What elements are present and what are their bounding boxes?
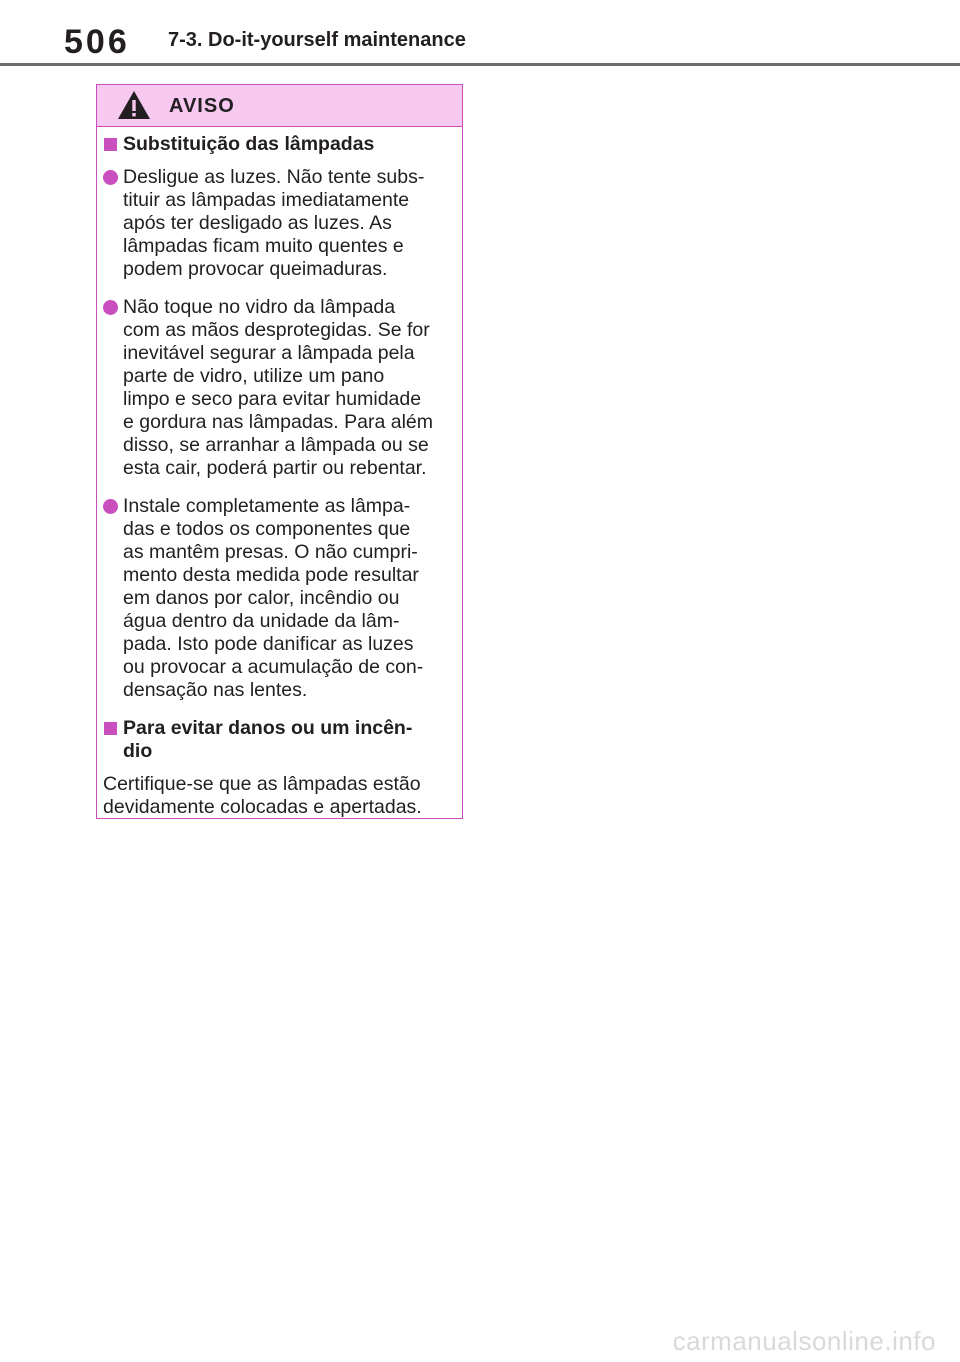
subheading-avoid-damage xyxy=(103,717,456,763)
header-divider xyxy=(0,63,960,66)
square-bullet-icon xyxy=(104,722,117,735)
bullet-line: Não toque no vidro da lâmpada xyxy=(123,296,396,318)
body-line: devidamente colocadas e apertadas. xyxy=(103,796,422,818)
bullet-line: pada. Isto pode danificar as luzes xyxy=(123,633,414,655)
bullet-line: e gordura nas lâmpadas. Para além xyxy=(123,411,434,433)
bullet-item xyxy=(103,166,456,281)
circle-bullet-icon xyxy=(103,499,118,514)
bullet-line: Desligue as luzes. Não tente subs- xyxy=(123,166,425,188)
bullet-line: tituir as lâmpadas imediatamente xyxy=(123,189,410,211)
circle-bullet-icon xyxy=(103,170,118,185)
section-title: 7-3. Do-it-yourself maintenance xyxy=(168,29,466,51)
body-line: Certifique-se que as lâmpadas estão xyxy=(103,773,421,795)
bullet-line: água dentro da unidade da lâm- xyxy=(123,610,400,632)
bullet-line: inevitável segurar a lâmpada pela xyxy=(123,342,415,364)
bullet-line: lâmpadas ficam muito quentes e xyxy=(123,235,404,257)
square-bullet-icon xyxy=(104,138,117,151)
page-number: 506 xyxy=(64,23,130,61)
watermark: carmanualsonline.info xyxy=(672,1326,936,1356)
page-header xyxy=(0,0,960,68)
warning-triangle-icon xyxy=(117,90,151,120)
warning-header xyxy=(97,85,462,127)
warning-box xyxy=(96,84,463,819)
warning-title: AVISO xyxy=(169,95,235,117)
bullet-line: ou provocar a acumulação de con- xyxy=(123,656,424,678)
body-text xyxy=(103,773,456,819)
subheading-line: dio xyxy=(123,740,153,762)
bullet-line: com as mãos desprotegidas. Se for xyxy=(123,319,430,341)
bullet-line: das e todos os componentes que xyxy=(123,518,411,540)
subheading-line: Para evitar danos ou um incên- xyxy=(123,717,413,739)
subheading-bulb-replacement xyxy=(103,133,456,156)
bullet-line: disso, se arranhar a lâmpada ou se xyxy=(123,434,429,456)
bullet-line: esta cair, poderá partir ou rebentar. xyxy=(123,457,427,479)
bullet-line: após ter desligado as luzes. As xyxy=(123,212,392,234)
bullet-item xyxy=(103,296,456,480)
warning-body xyxy=(97,127,462,819)
bullet-line: em danos por calor, incêndio ou xyxy=(123,587,400,609)
circle-bullet-icon xyxy=(103,300,118,315)
bullet-line: Instale completamente as lâmpa- xyxy=(123,495,411,517)
bullet-line: podem provocar queimaduras. xyxy=(123,258,388,280)
bullet-line: as mantêm presas. O não cumpri- xyxy=(123,541,418,563)
bullet-line: mento desta medida pode resultar xyxy=(123,564,419,586)
bullet-line: parte de vidro, utilize um pano xyxy=(123,365,385,387)
bullet-item xyxy=(103,495,456,702)
bullet-line: densação nas lentes. xyxy=(123,679,308,701)
bullet-line: limpo e seco para evitar humidade xyxy=(123,388,422,410)
subheading-text: Substituição das lâmpadas xyxy=(123,133,375,155)
